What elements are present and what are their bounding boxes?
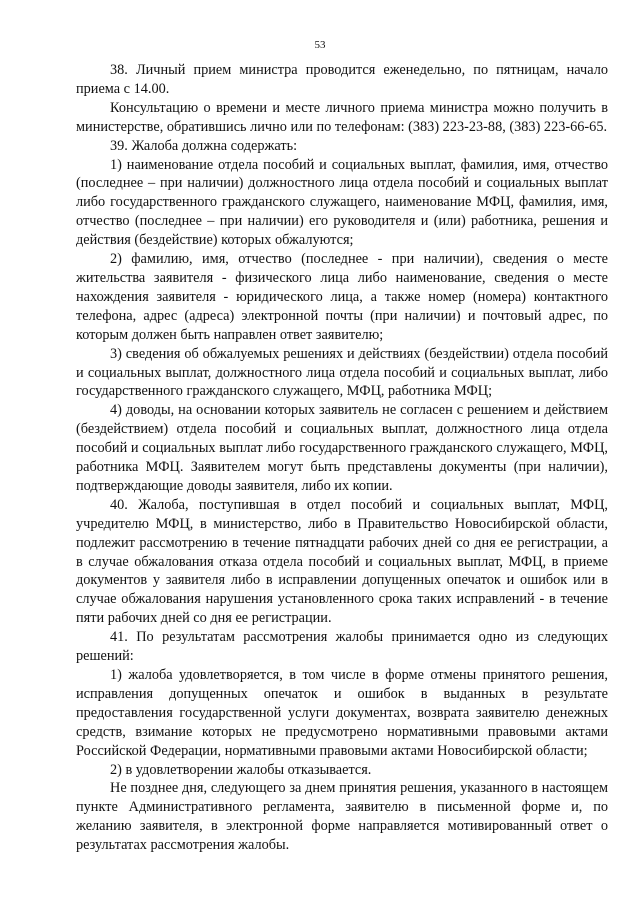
paragraph-39-item-2: 2) фамилию, имя, отчество (последнее - при наличии), сведения о месте жительства заявителя - физического лица либо наименование, сведения о месте нахождения заявителя - юридического лица, а также номер (номера) контактного телефона, адрес (адреса) электронной почты (при наличии) и почтовый адрес, по которым должен быть направлен ответ заявителю; [76,251,608,343]
paragraph-consultation: Консультацию о времени и месте личного приема министра можно получить в министерстве, обратившись лично или по телефонам: (383) 223-23-88, (383) 223-66-65. [76,99,608,135]
paragraph-39-item-1: 1) наименование отдела пособий и социальных выплат, фамилия, имя, отчество (последнее – при наличии) должностного лица отдела пособий и социальных выплат либо государственного гражданского служащего, наименование МФЦ, фамилия, имя, отчество (последнее – при наличии) его руководителя и (или) работника, решения и действия (бездействие) которых обжалуются; [76,156,608,249]
paragraph-39-item-4: 4) доводы, на основании которых заявитель не согласен с решением и действием (бездействием) отдела пособий и социальных выплат, должностного лица отдела пособий и социальных выплат либо государственного гражданского служащего, МФЦ, работника МФЦ. Заявителем могут быть представлены документы (при наличии), подтверждающие доводы заявителя, либо их копии. [76,402,608,494]
paragraph-40: 40. Жалоба, поступившая в отдел пособий и социальных выплат, МФЦ, учредителю МФЦ, в министерство, либо в Правительство Новосибирской области, подлежит рассмотрению в течение пятнадцати рабочих дней со дня ее регистрации, а в случае обжалования отказа отдела пособий и социальных выплат, МФЦ, в приеме документов у заявителя либо в исправлении допущенных опечаток и ошибок или в случае обжалования нарушения установленного срока таких исправлений - в течение пяти рабочих дней со дня ее регистрации. [76,496,608,627]
paragraph-response-deadline: Не позднее дня, следующего за днем принятия решения, указанного в настоящем пункте Административного регламента, заявителю в письменной форме и, по желанию заявителя, в электронной форме направляется мотивированный ответ о результатах рассмотрения жалобы. [76,780,608,854]
page-number: 53 [314,39,326,51]
document-body [76,61,608,855]
paragraph-39: 39. Жалоба должна содержать: [110,137,298,154]
paragraph-41-item-2: 2) в удовлетворении жалобы отказывается. [110,761,372,778]
paragraph-38: 38. Личный прием министра проводится еженедельно, по пятницам, начало приема с 14.00. [76,62,608,97]
paragraph-41-item-1: 1) жалоба удовлетворяется, в том числе в форме отмены принятого решения, исправления допущенных опечаток и ошибок в выданных в результате предоставления государственной услуги документах, возврата заявителю денежных средств, взимание которых не предусмотрено нормативными правовыми актами Российской Федерации, нормативными правовыми актами Новосибирской области; [76,667,608,759]
paragraph-41: 41. По результатам рассмотрения жалобы принимается одно из следующих решений: [76,629,608,665]
paragraph-39-item-3: 3) сведения об обжалуемых решениях и действиях (бездействии) отдела пособий и социальных выплат, должностного лица отдела пособий и социальных выплат, либо государственного гражданского служащего, МФЦ, работника МФЦ; [76,345,608,400]
